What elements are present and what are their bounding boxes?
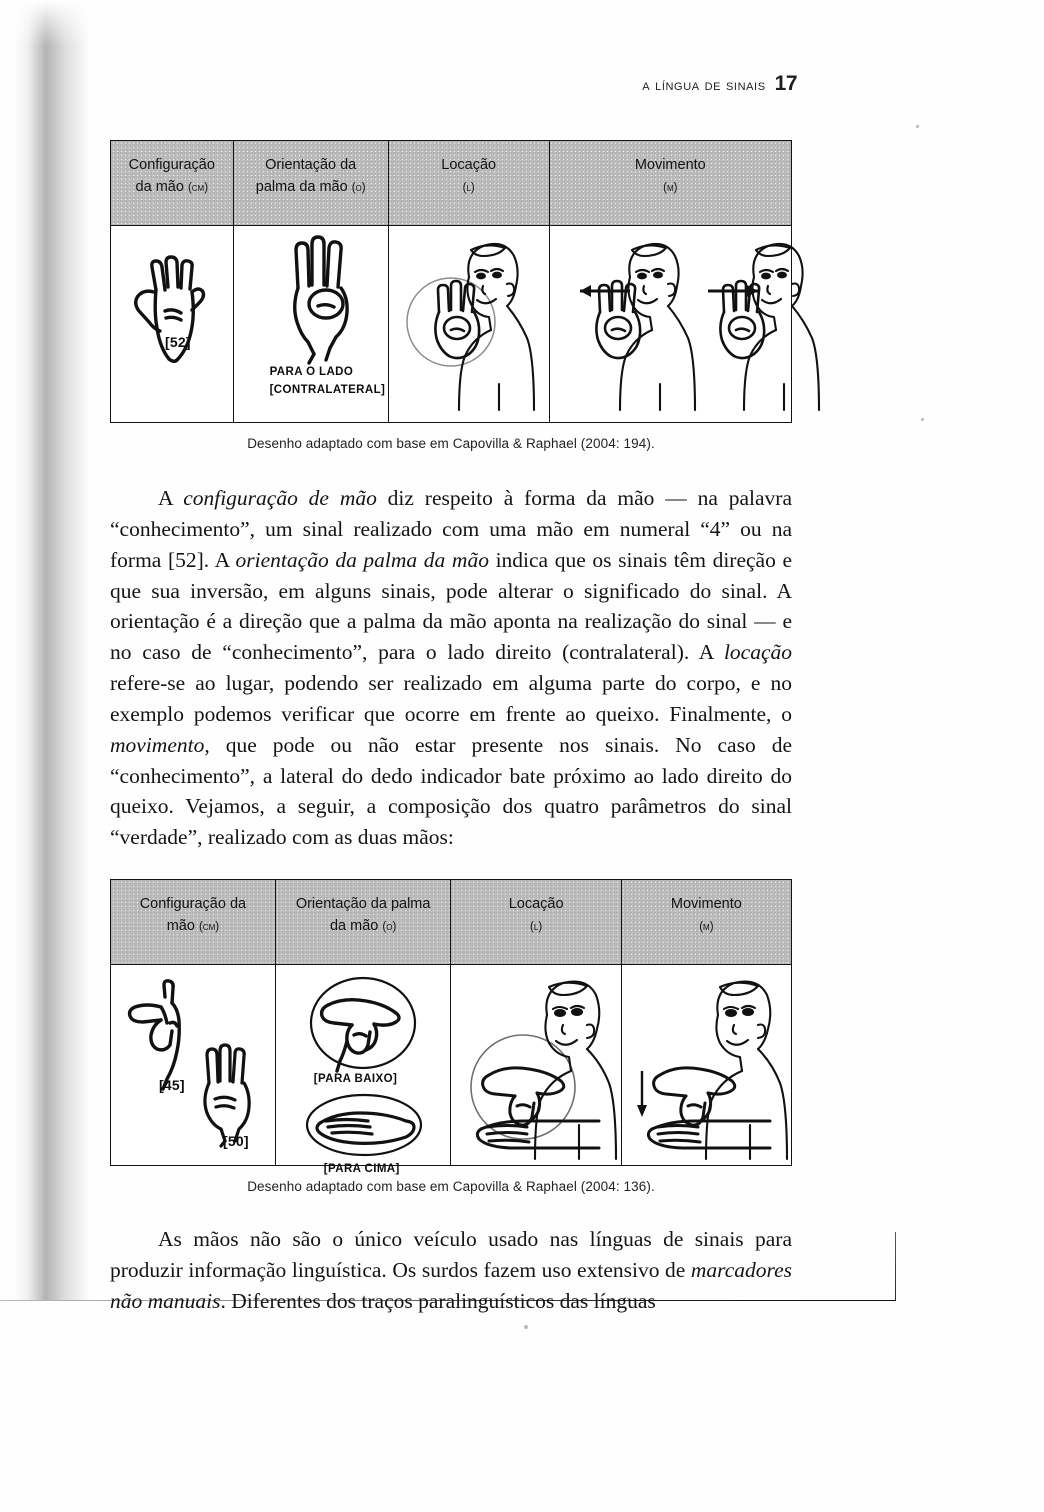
header-abbr: (o) bbox=[382, 920, 397, 933]
palm-orientation-illustration bbox=[274, 236, 370, 366]
cell-orientation bbox=[234, 226, 388, 422]
orientation-label-line-1: PARA O LADO bbox=[269, 366, 354, 378]
header-line-2: palma da mão bbox=[255, 178, 348, 195]
book-gutter-shadow bbox=[14, 0, 90, 1300]
handshape-50-illustration bbox=[187, 1041, 259, 1150]
cell-location bbox=[389, 226, 549, 422]
header-line-2: da mão bbox=[135, 178, 184, 195]
handshape-label-2: [50] bbox=[223, 1133, 249, 1150]
header-abbr: (l) bbox=[462, 181, 475, 194]
header-locacao bbox=[451, 880, 621, 965]
table-body-row bbox=[111, 965, 792, 1166]
page-content-column bbox=[110, 140, 792, 1317]
cell-handshape bbox=[111, 226, 233, 422]
cell-movement bbox=[550, 226, 791, 422]
header-line-1: Locação bbox=[441, 157, 497, 173]
header-abbr: (l) bbox=[530, 920, 543, 933]
scan-speck bbox=[921, 418, 924, 421]
header-line-1: Configuração da bbox=[139, 896, 247, 913]
header-line-2: mão bbox=[166, 917, 195, 934]
table-header-row bbox=[111, 141, 792, 226]
arrow-down-icon bbox=[637, 1071, 647, 1117]
header-movimento bbox=[549, 141, 791, 226]
header-orientacao-da-palma bbox=[275, 880, 451, 965]
cell-location bbox=[451, 965, 620, 1165]
page-edge-right bbox=[895, 1232, 896, 1301]
header-configuracao-da-mao bbox=[111, 141, 234, 226]
table-header-row bbox=[111, 880, 792, 965]
handshape-label: [52] bbox=[165, 334, 191, 350]
header-configuracao-da-mao bbox=[111, 880, 276, 965]
header-abbr: (o) bbox=[351, 181, 366, 194]
movement-figure-left-illustration bbox=[556, 234, 698, 416]
movement-figure-illustration bbox=[630, 971, 788, 1163]
header-line-1: Movimento bbox=[670, 896, 742, 913]
header-locacao bbox=[388, 141, 549, 226]
running-head bbox=[642, 72, 797, 96]
header-orientacao-da-palma bbox=[233, 141, 388, 226]
palm-up-illustration bbox=[302, 1091, 426, 1163]
page-number: 17 bbox=[774, 72, 797, 95]
orientation-label-line-2: [CONTRALATERAL] bbox=[269, 384, 386, 396]
scan-speck bbox=[524, 1325, 528, 1329]
header-line-1: Orientação da bbox=[265, 157, 357, 173]
book-gutter-shadow-fade bbox=[14, 0, 90, 46]
handshape-label-1: [45] bbox=[159, 1077, 185, 1094]
palm-down-illustration bbox=[304, 975, 422, 1077]
header-line-1: Locação bbox=[508, 896, 564, 913]
header-line-1: Orientação da palma bbox=[295, 896, 431, 913]
paragraph-marcadores: As mãos não são o único veículo usado nas línguas de sinais para produzir informação linguística. Os surdos fazem uso extensivo de marcadores não manuais. Diferentes dos traços paralinguísticos das línguas bbox=[110, 1227, 792, 1313]
running-head-title: a língua de sinais bbox=[642, 77, 766, 94]
header-abbr: (cm) bbox=[198, 920, 220, 933]
scan-speck bbox=[916, 125, 919, 128]
header-line-1: Movimento bbox=[634, 157, 706, 173]
location-figure-illustration bbox=[395, 234, 545, 416]
figure-caption-2: Desenho adaptado com base em Capovilla & Raphael (2004: 136). bbox=[247, 1179, 655, 1195]
parameters-table-conhecimento bbox=[110, 140, 792, 423]
cell-handshape bbox=[111, 965, 275, 1165]
cell-orientation bbox=[276, 965, 451, 1176]
orientation-label-2: [PARA CIMA] bbox=[323, 1163, 400, 1176]
header-line-1: Configuração bbox=[128, 157, 215, 173]
location-figure-illustration bbox=[459, 971, 617, 1163]
header-abbr: (m) bbox=[663, 181, 678, 194]
figure-caption-1: Desenho adaptado com base em Capovilla & Raphael (2004: 194). bbox=[247, 436, 655, 451]
header-abbr: (m) bbox=[699, 920, 714, 933]
cell-movement bbox=[622, 965, 791, 1165]
table-body-row bbox=[111, 226, 792, 423]
orientation-label-1: [PARA BAIXO] bbox=[313, 1073, 398, 1086]
parameters-table-verdade bbox=[110, 879, 792, 1176]
header-line-2: da mão bbox=[329, 917, 379, 934]
header-abbr: (cm) bbox=[187, 181, 209, 194]
paragraph-parametros: A configuração de mão diz respeito à forma da mão — na palavra “conhecimento”, um sinal realizado com uma mão em numeral “4” ou na forma [52]. A orientação da palma da mão indica que os sinais têm direção e que sua inversão, em alguns sinais, pode alterar o significado do sinal. A orientação é a direção que a palma da mão aponta na realização do sinal — e no caso de “conhecimento”, para o lado direito (contralateral). A locação refere-se ao lugar, podendo ser realizado em alguma parte do corpo, e no exemplo podemos verificar que ocorre em frente ao queixo. Finalmente, o movimento, que pode ou não estar presente nos sinais. No caso de “conhecimento”, a lateral do dedo indicador bate próximo ao lado direito do queixo. Vejamos, a seguir, a composição dos quatro parâmetros do sinal “verdade”, realizado com as duas mãos: bbox=[110, 486, 792, 850]
movement-figure-right-illustration bbox=[680, 234, 822, 416]
header-movimento bbox=[621, 880, 791, 965]
